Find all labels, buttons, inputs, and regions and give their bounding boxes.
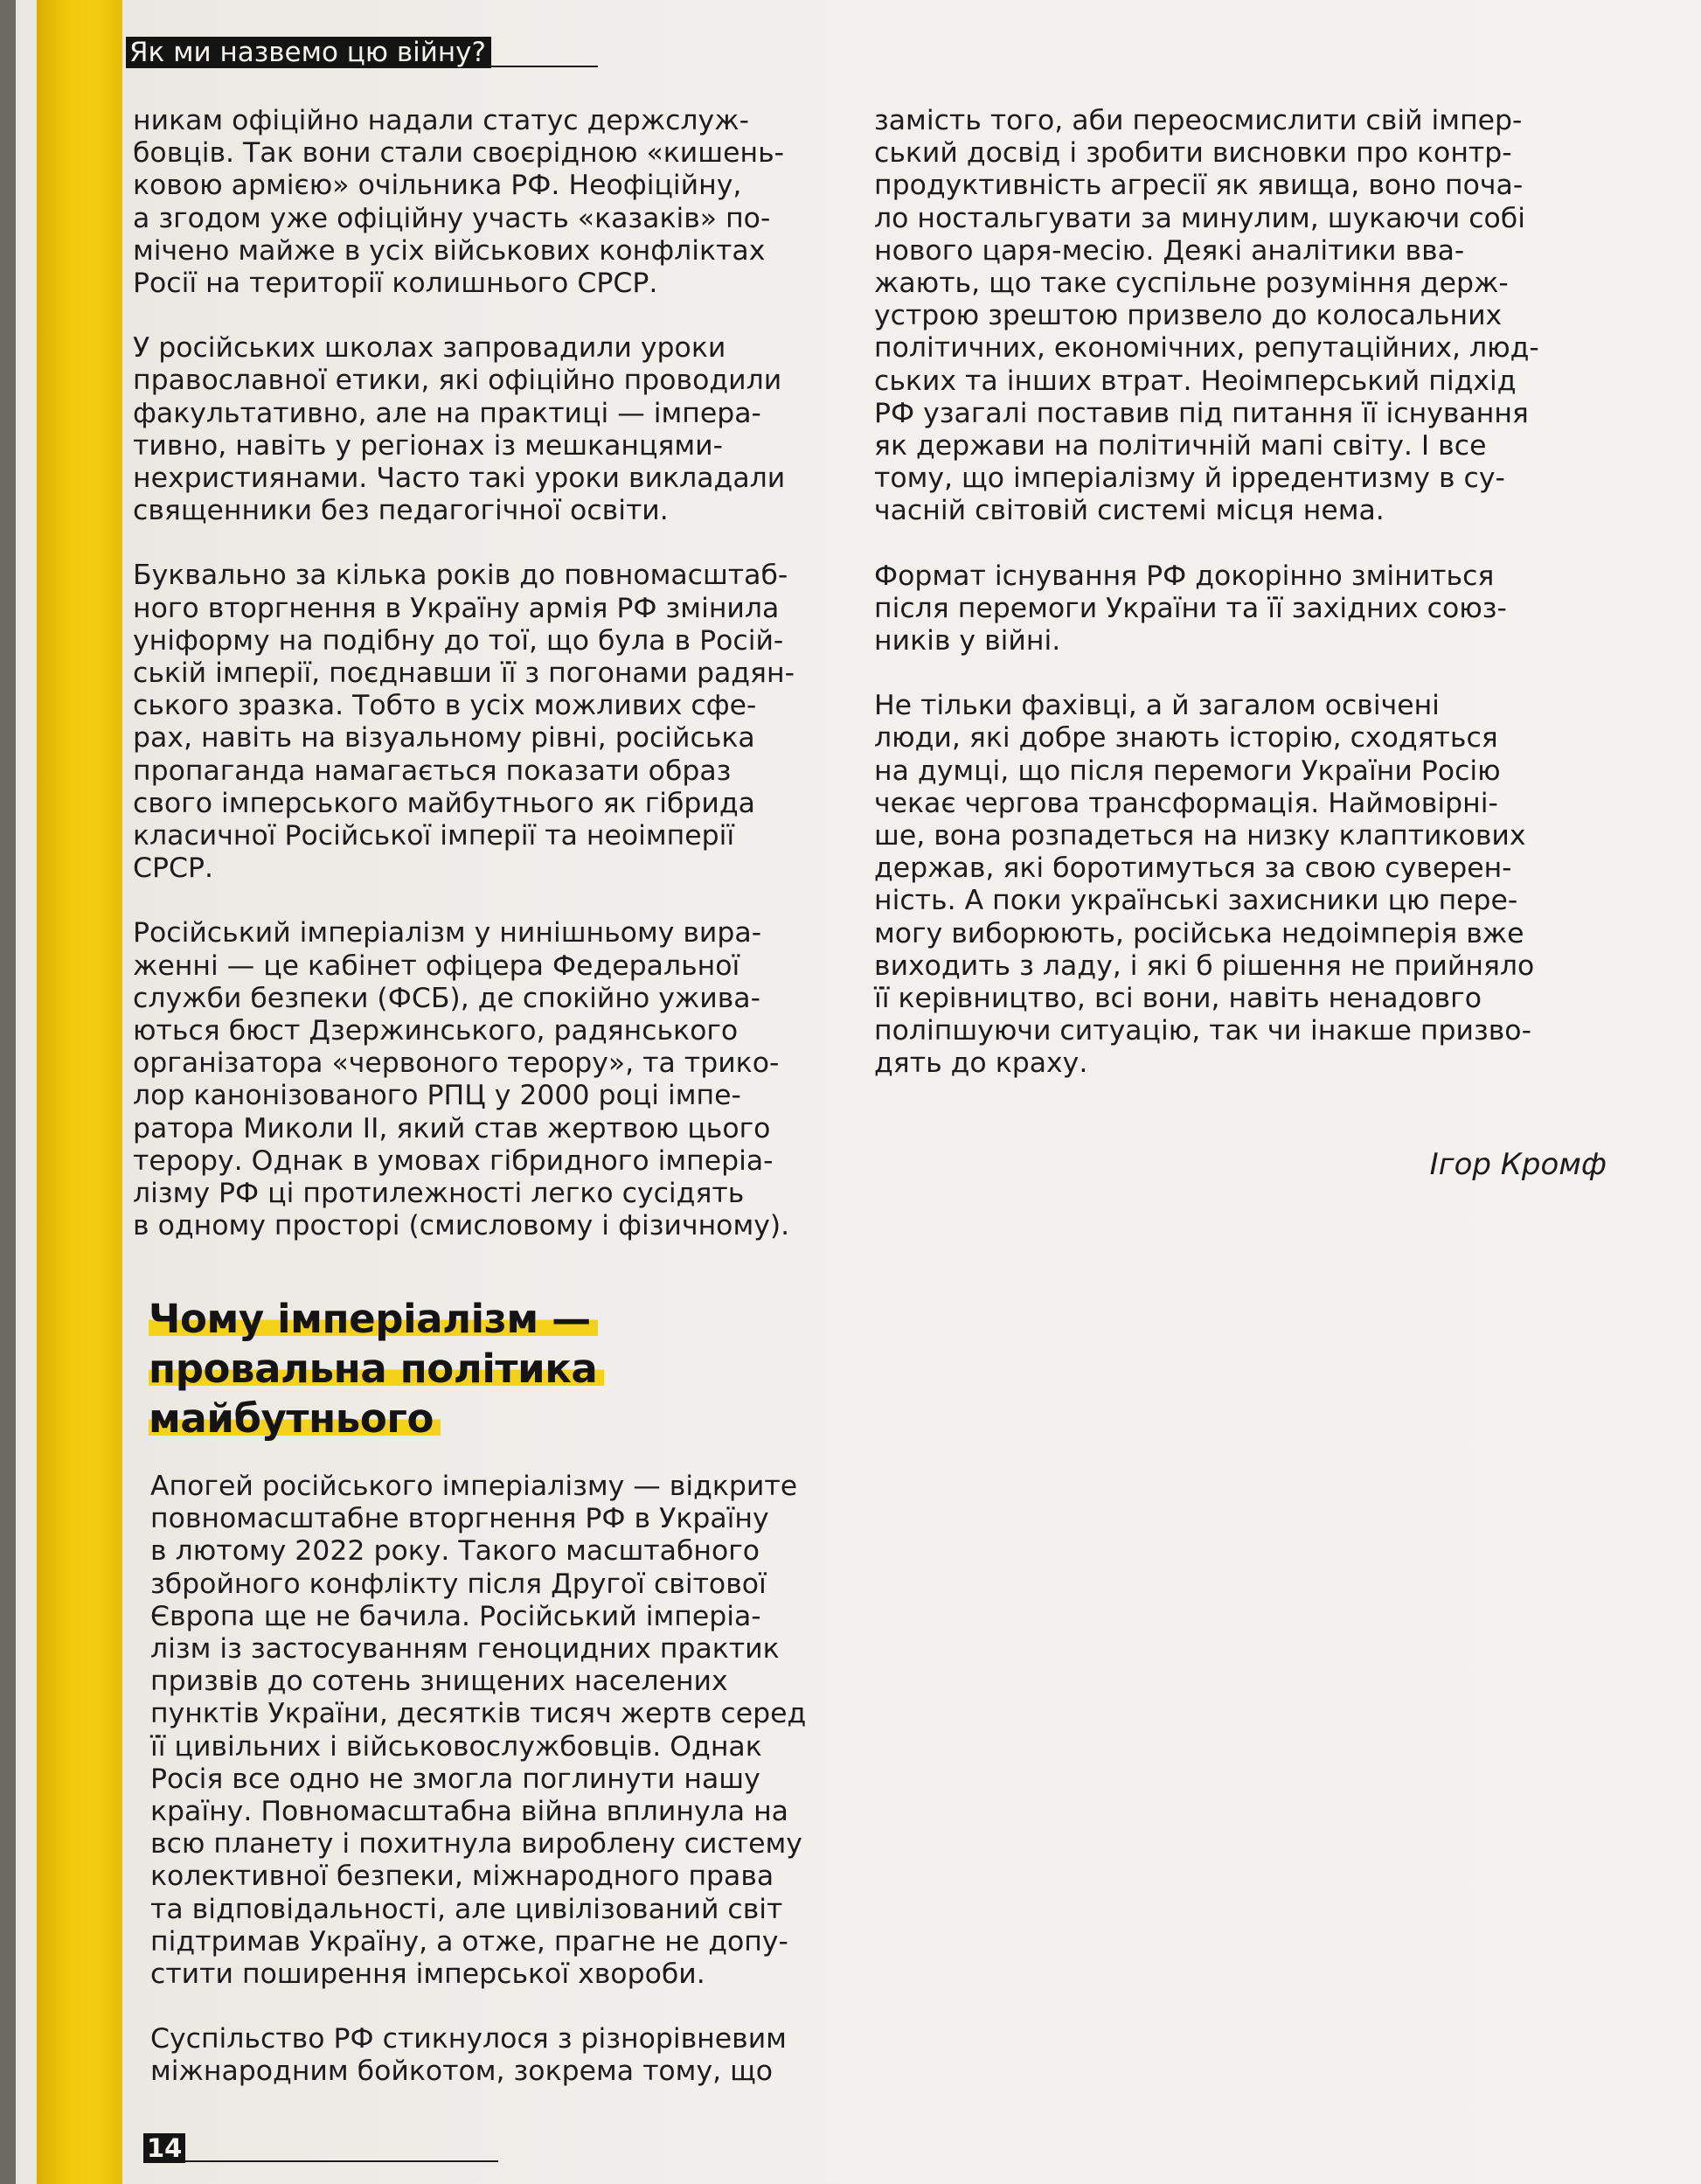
text-line: нового царя-месію. Деякі аналітики вва- [874,234,1465,267]
text-line: Європа ще не бачила. Російський імперіа- [150,1600,761,1632]
text-line: її керівництво, всі вони, навіть ненадовго [874,983,1482,1015]
text-line: ло ностальгувати за минулим, шукаючи собі [874,202,1525,234]
text-line: тивно, навіть у регіонах із мешканцями- [133,429,723,462]
text-line: ського зразка. Тобто в усіх можливих сфе- [133,690,757,722]
paragraph [874,690,1539,1080]
text-line: служби безпеки (ФСБ), де спокійно ужива- [133,982,760,1014]
text-line: Буквально за кілька років до повномасштаб- [133,560,788,592]
running-head-title: Як ми назвемо цю війну? [126,37,491,68]
paragraph [874,105,1539,528]
text-line: ників у війні. [874,625,1061,657]
text-line: Російський імперіалізм у нинішньому вира- [133,917,762,949]
text-line: ність. А поки українські захисники цю пере- [874,885,1518,917]
text-line: повномасштабне вторгнення РФ в Україну [150,1503,769,1535]
paragraph [133,105,795,300]
text-line: священники без педагогічної освіти. [133,495,669,527]
section-heading [149,1294,604,1443]
text-line: ських та інших втрат. Неоімперський підхід [874,365,1517,397]
text-line: поліпшуючи ситуацію, так чи інакше призво- [874,1015,1531,1047]
yellow-accent-stripe [37,0,122,2184]
text-line: жають, що таке суспільне розуміння держ- [874,268,1509,300]
heading-line: Чому імперіалізм — [149,1294,598,1344]
running-head [126,37,598,68]
text-line: женні — це кабінет офіцера Федеральної [133,949,740,982]
text-line: нехристиянами. Часто такі уроки викладали [133,463,786,495]
text-line: ковою армією» очільника РФ. Неофіційну, [133,170,742,202]
text-line: мічено майже в усіх військових конфліктах [133,234,766,267]
text-line: рах, навіть на візуальному рівні, російська [133,722,755,755]
text-line: підтримав Україну, а отже, прагне не допу- [150,1925,788,1958]
text-line: Росія все одно не змогла поглинути нашу [150,1763,760,1795]
text-line: організатора «червоного терору», та трико- [133,1047,780,1080]
text-line: лор канонізованого РПЦ у 2000 році імпе- [133,1080,741,1112]
paragraph [150,1471,806,1991]
text-line: стити поширення імперської хвороби. [150,1958,705,1991]
text-line: ше, вона розпадеться на низку клаптикових [874,820,1526,852]
text-line: а згодом уже офіційну участь «казаків» по- [133,202,771,234]
text-line: РФ узагалі поставив під питання її існування [874,397,1529,429]
text-line: в одному просторі (смисловому і фізичному). [133,1210,790,1242]
text-line: тому, що імперіалізму й ірредентизму в су- [874,463,1505,495]
text-line: Не тільки фахівці, а й загалом освічені [874,690,1440,722]
left-column-lower [150,1471,806,2089]
text-line: після перемоги України та її західних союз- [874,592,1507,624]
text-line: призвів до сотень знищених населених [150,1666,728,1698]
text-line: Формат існування РФ докорінно зміниться [874,560,1495,592]
paragraph [133,332,795,527]
text-line: люди, які добре знають історію, сходяться [874,722,1498,755]
text-line: політичних, економічних, репутаційних, люд- [874,332,1539,365]
text-line: СРСР. [133,852,213,885]
text-line: Суспільство РФ стикнулося з різнорівневим [150,2023,787,2055]
text-line: никам офіційно надали статус держслуж- [133,105,749,136]
paragraph [874,560,1539,658]
text-line: в лютому 2022 року. Такого масштабного [150,1535,760,1568]
text-line: пропаганда намагається показати образ [133,755,732,787]
paragraph [150,2023,806,2088]
text-line: Росії на території колишнього СРСР. [133,268,658,300]
text-line: ській імперії, поєднавши її з погонами радян- [133,657,795,690]
text-line: православної етики, які офіційно проводили [133,365,782,397]
text-line: продуктивність агресії як явища, воно поча- [874,170,1524,202]
text-line: устрою зрештою призвело до колосальних [874,300,1503,332]
text-line: лізму РФ ці протилежності легко сусідять [133,1178,745,1210]
text-line: держав, які боротимуться за свою суверен- [874,852,1512,885]
text-line: чекає чергова трансформація. Наймовірні- [874,787,1498,819]
left-column [133,105,795,1243]
right-column [874,105,1539,1081]
text-line: класичної Російської імперії та неоімперії [133,820,735,852]
text-line: міжнародним бойкотом, зокрема тому, що [150,2055,774,2088]
text-line: дять до краху. [874,1047,1088,1080]
text-line: ються бюст Дзержинського, радянського [133,1015,739,1047]
text-line: Апогей російського імперіалізму — відкрите [150,1471,798,1502]
text-line: ський досвід і зробити висновки про контр- [874,137,1512,170]
text-line: як держави на політичній мапі світу. І все [874,430,1487,463]
text-line: часній світовій системі місця нема. [874,495,1385,527]
page-folio [143,2133,498,2163]
heading-line: майбутнього [149,1394,441,1443]
text-line: її цивільних і військовослужбовців. Однак [150,1730,762,1763]
text-line: збройного конфлікту після Другої світової [150,1568,767,1600]
page-number: 14 [143,2133,185,2163]
text-line: та відповідальності, але цивілізований світ [150,1893,783,1925]
text-line: країну. Повномасштабна війна вплинула на [150,1796,788,1828]
text-line: ного вторгнення в Україну армія РФ змінила [133,592,780,624]
text-line: пунктів України, десятків тисяч жертв серед [150,1698,807,1730]
text-line: замість того, аби переосмислити свій імпер- [874,105,1523,136]
text-line: виходить з ладу, і які б рішення не прийняло [874,949,1535,982]
paragraph [133,560,795,885]
text-line: факультативно, але на практиці — імпера- [133,397,761,429]
running-head-rule [491,66,598,67]
paragraph [133,917,795,1242]
text-line: колективної безпеки, міжнародного права [150,1861,774,1893]
text-line: бовців. Так вони стали своєрідною «кишень- [133,137,785,170]
text-line: всю планету і похитнула вироблену систему [150,1828,802,1861]
text-line: могу виборюють, російська недоімперія вже [874,917,1524,949]
text-line: ратора Миколи II, який став жертвою цього [133,1112,771,1144]
text-line: свого імперського майбутнього як гібрида [133,787,755,819]
text-line: лізм із застосуванням геноцидних практик [150,1633,780,1666]
text-line: на думці, що після перемоги України Росію [874,755,1501,787]
author-signature: Ігор Кромф [1429,1147,1607,1182]
text-line: уніформу на подібну до тої, що була в Росій- [133,624,784,657]
text-line: У російських школах запровадили уроки [133,332,726,365]
heading-line: провальна політика [149,1344,604,1394]
folio-rule [185,2160,498,2162]
text-line: терору. Однак в умовах гібридного імперіа- [133,1144,774,1177]
